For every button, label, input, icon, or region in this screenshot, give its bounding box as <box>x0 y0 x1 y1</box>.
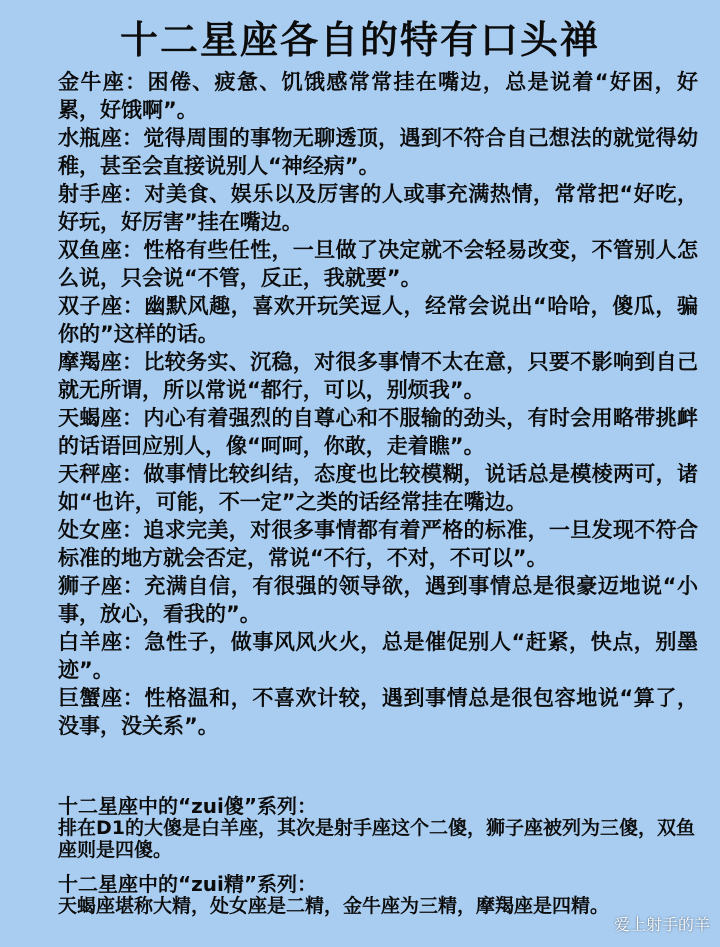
section-cleverest <box>58 873 698 917</box>
entry-scorpio: 天蝎座：内心有着强烈的自尊心和不服输的劲头，有时会用略带挑衅的话语回应别人，像“呵呵，你敢，走着瞧”。 <box>58 406 698 458</box>
entry-gemini: 双子座：幽默风趣，喜欢开玩笑逗人，经常会说出“哈哈，傻瓜，骗你的”这样的话。 <box>58 294 698 346</box>
entry-capricorn: 摩羯座：比较务实、沉稳，对很多事情不太在意，只要不影响到自己就无所谓，所以常说“都行，可以，别烦我”。 <box>58 350 698 402</box>
section-heading: 十二星座中的“zui傻”系列： <box>58 794 318 818</box>
entry-aries: 白羊座：急性子，做事风风火火，总是催促别人“赶紧，快点，别墨迹”。 <box>58 630 698 682</box>
watermark: 爱上射手的羊 <box>613 915 710 934</box>
entry-cancer: 巨蟹座：性格温和，不喜欢计较，遇到事情总是很包容地说“算了，没事，没关系”。 <box>58 686 698 738</box>
entry-leo: 狮子座：充满自信，有很强的领导欲，遇到事情总是很豪迈地说“小事，放心，看我的”。 <box>58 574 698 626</box>
section-heading: 十二星座中的“zui精”系列： <box>58 872 318 896</box>
page-title: 十二星座各自的特有口头禅 <box>119 18 600 62</box>
section-body: 排在D1的大傻是白羊座，其次是射手座这个二傻，狮子座被列为三傻，双鱼座则是四傻。 <box>58 817 695 861</box>
section-body: 天蝎座堪称大精，处女座是二精，金牛座为三精，摩羯座是四精。 <box>58 895 610 917</box>
entry-virgo: 处女座：追求完美，对很多事情都有着严格的标准，一旦发现不符合标准的地方就会否定，常说“不行，不对，不可以”。 <box>58 518 698 570</box>
entry-pisces: 双鱼座：性格有些任性，一旦做了决定就不会轻易改变，不管别人怎么说，只会说“不管，反正，我就要”。 <box>58 238 698 290</box>
entry-list <box>58 68 698 740</box>
entry-aquarius: 水瓶座：觉得周围的事物无聊透顶，遇到不符合自己想法的就觉得幼稚，甚至会直接说别人“神经病”。 <box>58 126 698 178</box>
section-silliest <box>58 795 698 861</box>
entry-taurus: 金牛座：困倦、疲惫、饥饿感常常挂在嘴边，总是说着“好困，好累，好饿啊”。 <box>58 70 698 122</box>
entry-sagittarius: 射手座：对美食、娱乐以及厉害的人或事充满热情，常常把“好吃，好玩，好厉害”挂在嘴边。 <box>58 182 698 234</box>
entry-libra: 天秤座：做事情比较纠结，态度也比较模糊，说话总是模棱两可，诸如“也许，可能，不一定”之类的话经常挂在嘴边。 <box>58 462 698 514</box>
